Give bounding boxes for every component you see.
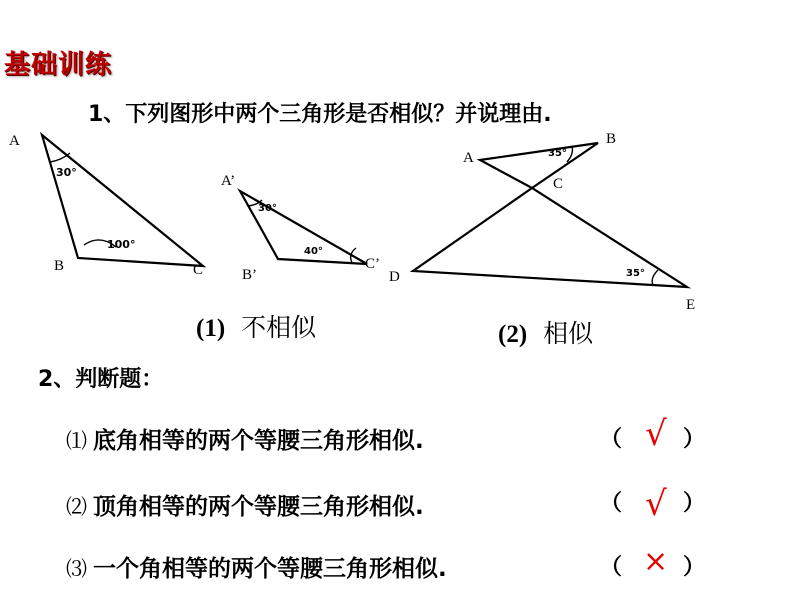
judgment-item-2 <box>66 488 424 521</box>
answer-1 <box>196 308 316 344</box>
vertex-c: C <box>193 262 204 278</box>
open-paren: （ <box>600 555 623 580</box>
item-number: ⑴ <box>66 429 87 453</box>
vertex-b: B <box>54 258 65 274</box>
answer-2 <box>498 314 593 350</box>
item-number: ⑵ <box>66 495 87 519</box>
item-text: 底角相等的两个等腰三角形相似. <box>93 428 424 454</box>
open-paren: （ <box>600 427 623 452</box>
answer-1-text: 不相似 <box>241 313 317 342</box>
fig2-vertex-a: A <box>463 150 474 166</box>
close-paren: ） <box>683 491 706 516</box>
angle-arcs-3 <box>567 146 658 285</box>
angle-a-prime-label: 30° <box>258 203 277 214</box>
check-mark-icon: √ <box>645 484 667 524</box>
fig2-vertex-b: B <box>606 131 617 147</box>
answer-1-number: (1) <box>196 315 226 342</box>
judgment-item-1 <box>66 422 424 455</box>
vertex-a: A <box>9 133 20 149</box>
question-1: 1、下列图形中两个三角形是否相似？并说理由. <box>88 102 552 127</box>
answer-2-number: (2) <box>498 321 528 348</box>
vertex-c-prime: C’ <box>365 256 380 272</box>
judgment-item-3 <box>66 550 447 583</box>
fig2-angle-e-label: 35° <box>626 268 645 279</box>
fig2-vertex-e: E <box>686 297 696 313</box>
item-text: 顶角相等的两个等腰三角形相似. <box>93 494 424 520</box>
fig2-vertex-d: D <box>389 269 400 285</box>
fig2-angle-b-label: 35° <box>548 148 567 159</box>
fig2-vertex-c: C <box>553 176 564 192</box>
check-mark-icon: √ <box>645 414 667 454</box>
answer-2-text: 相似 <box>543 319 594 348</box>
question-2: 2、判断题： <box>38 367 164 392</box>
cross-mark-icon: × <box>643 544 669 579</box>
close-paren: ） <box>683 555 706 580</box>
vertex-b-prime: B’ <box>242 267 257 283</box>
figure-2-lines <box>413 143 687 287</box>
vertex-a-prime: A’ <box>221 173 236 189</box>
angle-a-label: 30° <box>56 166 77 179</box>
close-paren: ） <box>683 427 706 452</box>
angle-b-label: 100° <box>107 238 136 251</box>
open-paren: （ <box>600 491 623 516</box>
item-text: 一个角相等的两个等腰三角形相似. <box>93 556 447 582</box>
section-title: 基础训练 <box>4 50 113 80</box>
item-number: ⑶ <box>66 557 87 581</box>
angle-b-prime-label: 40° <box>304 246 323 257</box>
